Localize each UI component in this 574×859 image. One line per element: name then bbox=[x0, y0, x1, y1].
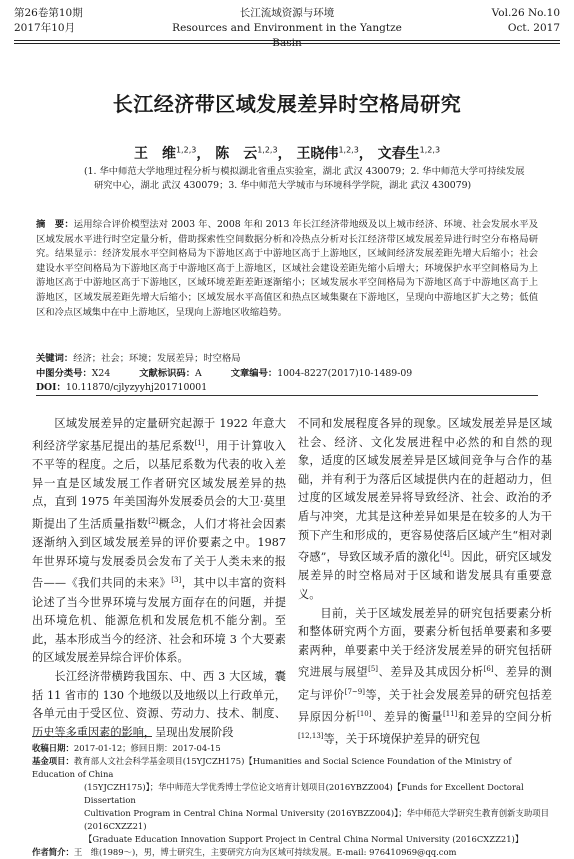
citation-ref: [1] bbox=[194, 438, 205, 447]
author-list: 王 维$^{1,2,3}$， 陈 云$^{1,2,3}$， 王晓伟$^{1,2,3}$， 文春生$^{1,2,3}$ bbox=[133, 145, 441, 162]
citation-ref: [12,13] bbox=[298, 732, 324, 741]
header-row-1 bbox=[14, 6, 560, 21]
journal-name-cn: 长江流域资源与环境 bbox=[239, 7, 335, 19]
author-name: 王 维 bbox=[133, 146, 176, 162]
citation-ref: [11] bbox=[443, 710, 458, 719]
citation-ref: [6] bbox=[483, 665, 494, 674]
footnotes bbox=[32, 742, 554, 859]
affiliation-line: (1. 华中师范大学地理过程分析与模拟湖北省重点实验室，湖北 武汉 430079；2. 华中师范大学可持续发展 bbox=[84, 166, 525, 177]
author-affil-sup: 1,2,3 bbox=[338, 145, 359, 155]
header-rule-thin bbox=[14, 43, 560, 44]
header-row-2 bbox=[14, 21, 560, 51]
affiliations bbox=[84, 165, 534, 193]
citation-ref: [2] bbox=[148, 516, 159, 525]
citation-ref: [5] bbox=[368, 665, 379, 674]
footnote-rule bbox=[32, 736, 152, 737]
author-bio: 作者简介：王 维(1989～)，男，博士研究生，主要研究方向为区域可持续发展。E-mail: 976410969@qq.com bbox=[32, 847, 457, 857]
abstract-label: 摘 要： bbox=[36, 219, 74, 230]
citation-ref: [4] bbox=[439, 550, 450, 559]
author-name: 文春生 bbox=[377, 146, 420, 162]
body-paragraph: 区域发展差异的定量研究起源于 1922 年意大利经济学家基尼提出的基尼系数[1]，用于计算收入不平等的程度。之后，以基尼系数为代表的收入差异一直是区域发展工作者研究区域发展差异的热点，直到 1975 年美国海外发展委员会的大卫·莫里斯提出了生活质量指数[2]概念，人们才将社会因素逐渐纳入到区域发展差异的评价要素之中。1987 年世界环境与发展委员会发布了关于人类未来的报告——《我们共同的未来》[3]，其中以丰富的资料论述了当今世界环境与发展方面存在的问题，并提出环境危机、能源危机和发展危机不能分割。至此，基本形成当今的经济、社会和环境 3 个大要素的区域发展差异综合评价体系。 bbox=[32, 417, 286, 665]
fund-line: Cultivation Program in Central China Normal University (2016YBZZ004)】；华中师范大学研究生教育创新支助项目(2016CXZZ21) bbox=[84, 808, 550, 831]
author-name: 陈 云 bbox=[215, 146, 258, 162]
classification-line bbox=[36, 367, 538, 382]
citation-ref: [10] bbox=[357, 710, 372, 719]
body-column-left bbox=[32, 415, 286, 742]
doi-line bbox=[36, 381, 538, 396]
author-affil-sup: 1,2,3 bbox=[257, 145, 278, 155]
doi-value: 10.11870/cjlyzyyhj201710001 bbox=[65, 382, 208, 394]
keywords-label: 关键词： bbox=[36, 353, 74, 364]
journal-header bbox=[14, 6, 560, 49]
keywords-text: 经济；社会；环境；发展差异；时空格局 bbox=[73, 353, 241, 364]
clc-value: X24 bbox=[91, 367, 111, 379]
date-en: Oct. 2017 bbox=[507, 22, 560, 34]
volume-cn: 第26卷第10期 bbox=[14, 7, 83, 19]
citation-ref: [3] bbox=[171, 576, 182, 585]
date-cn: 2017年10月 bbox=[14, 22, 76, 34]
received-date: 收稿日期：2017-01-12；修回日期：2017-04-15 bbox=[32, 743, 221, 753]
article-title: 长江经济带区域发展差异时空格局研究 bbox=[112, 92, 462, 116]
doc-code-value: A bbox=[195, 367, 202, 379]
doi-label: DOI： bbox=[36, 382, 66, 394]
body-paragraph: 长江经济带横跨我国东、中、西 3 大区域，囊括 11 省市的 130 个地级以及地级以上行政单元，各单元由于受区位、资源、劳动力、技术、制度、历史等多重因素的影响，呈现出发展阶段 bbox=[32, 669, 286, 739]
article-no-value: 1004-8227(2017)10-1489-09 bbox=[277, 367, 413, 379]
fund-line: 基金项目：教育部人文社会科学基金项目(15YJCZH175)【Humanities and Social Science Foundation of the Ministry of Education of China bbox=[32, 756, 512, 779]
volume-en: Vol.26 No.10 bbox=[491, 7, 560, 19]
section-divider bbox=[36, 395, 538, 396]
fund-line: 【Graduate Education Innovation Support Project in Central China Normal University (2016CXZZ21)】 bbox=[84, 834, 524, 844]
body-paragraph: 不同和发展程度各异的现象。区域发展差异是区域社会、经济、文化发展进程中必然的和自然的现象，适度的区域发展差异是区域间竞争与合作的基础，并有利于为落后区域提供内在的赶超动力，但过度的区域发展差异将导致经济、社会、政治的矛盾与冲突，尤其是这种差异如果是在较多的人为干预下产生和形成的，更容易使落后区域产生“相对剥夺感”，导致区域矛盾的激化[4]。因此，研究区域发展差异的时空格局对于区域和谐发展具有重要意义。 bbox=[298, 417, 552, 602]
doc-code-label: 文献标识码： bbox=[139, 367, 196, 379]
article-no-label: 文章编号： bbox=[230, 367, 278, 379]
citation-ref: [7~9] bbox=[344, 687, 365, 696]
body-column-right bbox=[298, 415, 552, 750]
author-affil-sup: 1,2,3 bbox=[175, 145, 197, 155]
clc-label: 中图分类号： bbox=[36, 367, 92, 379]
author-affil-sup: 1,2,3 bbox=[419, 145, 441, 155]
abstract-text: 运用综合评价模型法对 2003 年、2008 年和 2013 年长江经济带地级及以上城市经济、环境、社会发展水平及区域发展水平进行时空定量分析，借助探索性空间数据分析和冷热点分析对长江经济带区域发展差异进行时空分布格局研究。结果显示：经济发展水平空间格局为下游地区高于中游地区高于上游地区，区域间经济发展差距先增大后缩小；社会建设水平空间格局为下游地区高于中游地区高于上游地区，区域社会建设差距先缩小后增大；环境保护水平空间格局为上游地区高于中游地区高于下游地区，区域环境差距差距逐渐缩小；区域发展水平空间格局为下游地区高于中游地区高于上游地区，区域发展差距先增大后缩小；区域发展水平高值区和热点区域集聚在下游地区，呈现向中游地区扩大之势；低值区和冷点区域集中在中上游地区，呈现向上游地区收缩趋势。 bbox=[36, 219, 538, 318]
abstract bbox=[36, 218, 538, 320]
keywords-line bbox=[36, 352, 538, 367]
fund-line: (15YJCZH175)】；华中师范大学优秀博士学位论文培育计划项目(2016YBZZ004)【Funds for Excellent Doctoral Dissertation bbox=[84, 782, 524, 805]
body-paragraph: 目前，关于区域发展差异的研究包括要素分析和整体研究两个方面，要素分析包括单要素和多要素两种，单要素中关于经济发展差异的研究包括研究进展与展望[5]、差异及其成因分析[6]、差异的测定与评价[7~9]等，关于社会发展差异的研究包括差异原因分析[10]、差异的衡量[11]和差异的空间分析[12,13]等，关于环境保护差异的研究包 bbox=[298, 606, 552, 747]
affiliation-line: 研究中心，湖北 武汉 430079；3. 华中师范大学城市与环境科学学院，湖北 武汉 430079) bbox=[94, 180, 472, 191]
keywords-block bbox=[36, 352, 538, 396]
journal-name-en: Resources and Environment in the Yangtze Basin bbox=[172, 22, 402, 49]
author-name: 王晓伟 bbox=[296, 146, 339, 162]
header-rule-thick bbox=[14, 40, 560, 41]
